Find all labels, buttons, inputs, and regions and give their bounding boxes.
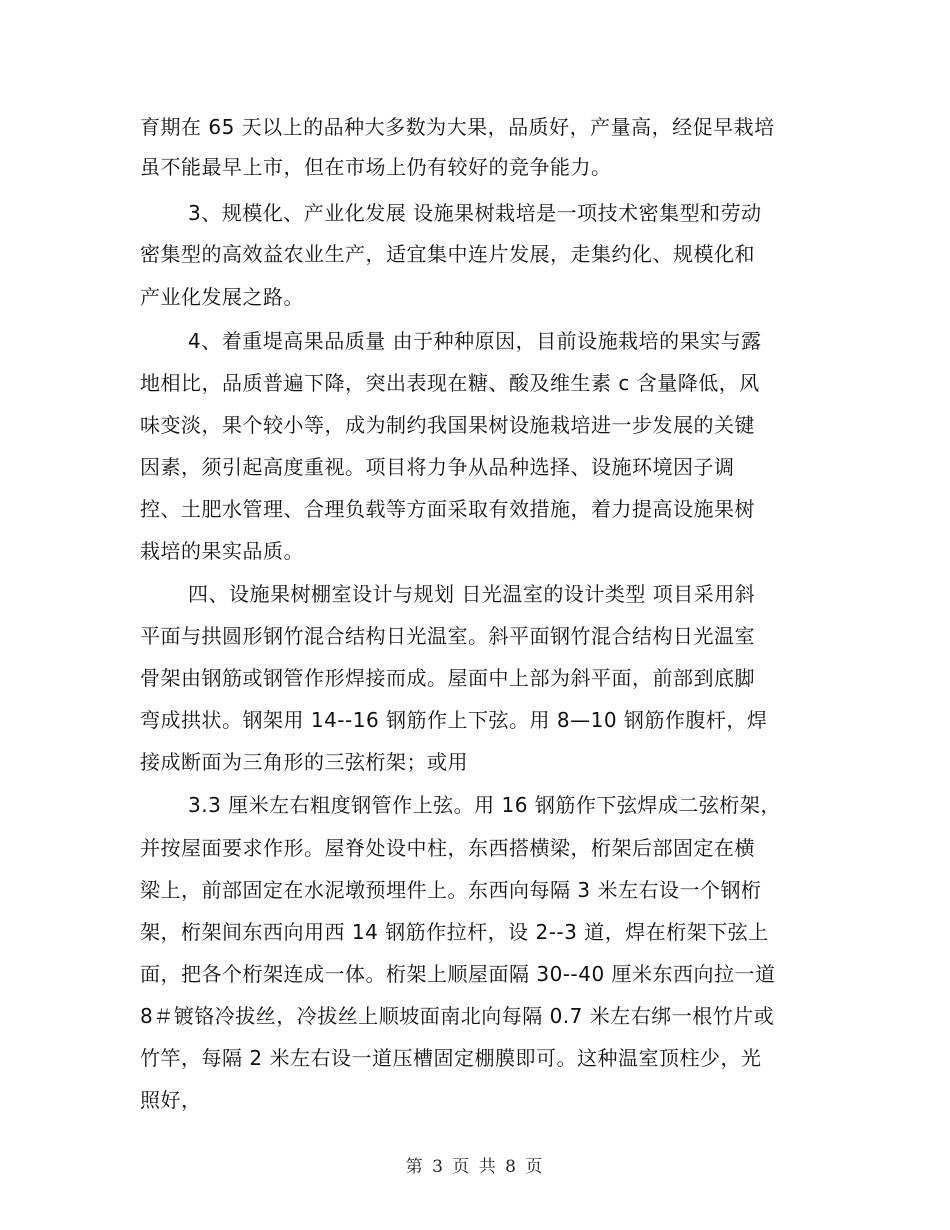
body-text-line: 味变淡，果个较小等，成为制约我国果树设施栽培进一步发展的关键 bbox=[140, 413, 755, 437]
body-text-line: 育期在 65 天以上的品种大多数为大果，品质好，产量高，经促早栽培 bbox=[140, 115, 775, 139]
body-text-line: 栽培的果实品质。 bbox=[140, 539, 304, 563]
body-text-line: 竹竿，每隔 2 米左右设一道压槽固定棚膜即可。这种温室顶柱少，光 bbox=[140, 1046, 762, 1070]
body-text-line: 面，把各个桁架连成一体。桁架上顺屋面隔 30--40 厘米东西向拉一道 bbox=[140, 962, 776, 986]
body-text-line: 产业化发展之路。 bbox=[140, 285, 304, 309]
body-text-line: 控、土肥水管理、合理负载等方面采取有效措施，着力提高设施果树 bbox=[140, 497, 755, 521]
body-text-line: 接成断面为三角形的三弦桁架；或用 bbox=[140, 750, 468, 774]
body-text-line: 虽不能最早上市，但在市场上仍有较好的竞争能力。 bbox=[140, 155, 612, 179]
body-text-line: 梁上，前部固定在水泥墩预埋件上。东西向每隔 3 米左右设一个钢桁 bbox=[140, 878, 762, 902]
body-text-line: 3.3 厘米左右粗度钢管作上弦。用 16 钢筋作下弦焊成二弦桁架， bbox=[188, 793, 781, 817]
body-text-line: 四、设施果树棚室设计与规划 日光温室的设计类型 项目采用斜 bbox=[188, 582, 756, 606]
body-text-line: 密集型的高效益农业生产，适宜集中连片发展，走集约化、规模化和 bbox=[140, 242, 755, 266]
body-text-line: 因素，须引起高度重视。项目将力争从品种选择、设施环境因子调 bbox=[140, 455, 735, 479]
body-text-line: 架，桁架间东西向用西 14 钢筋作拉杆，设 2--3 道，焊在桁架下弦上 bbox=[140, 920, 769, 944]
body-text-line: 并按屋面要求作形。屋脊处设中柱，东西搭横梁，桁架后部固定在横 bbox=[140, 836, 755, 860]
body-text-line: 照好， bbox=[140, 1088, 202, 1112]
body-text-line: 8＃镀铬冷拔丝，冷拔丝上顺坡面南北向每隔 0.7 米左右绑一根竹片或 bbox=[140, 1004, 775, 1028]
body-text-line: 弯成拱状。钢架用 14--16 钢筋作上下弦。用 8—10 钢筋作腹杆，焊 bbox=[140, 708, 768, 732]
body-text-line: 骨架由钢筋或钢管作形焊接而成。屋面中上部为斜平面，前部到底脚 bbox=[140, 666, 755, 690]
body-text-line: 地相比，品质普遍下降，突出表现在糖、酸及维生素 c 含量降低，风 bbox=[140, 371, 760, 395]
page-number-footer: 第 3 页 共 8 页 bbox=[405, 1157, 545, 1177]
body-text-line: 平面与拱圆形钢竹混合结构日光温室。斜平面钢竹混合结构日光温室 bbox=[140, 624, 755, 648]
body-text-line: 4、着重堤高果品质量 由于种种原因，目前设施栽培的果实与露 bbox=[188, 329, 762, 353]
body-text-line: 3、规模化、产业化发展 设施果树栽培是一项技术密集型和劳动 bbox=[188, 201, 762, 225]
